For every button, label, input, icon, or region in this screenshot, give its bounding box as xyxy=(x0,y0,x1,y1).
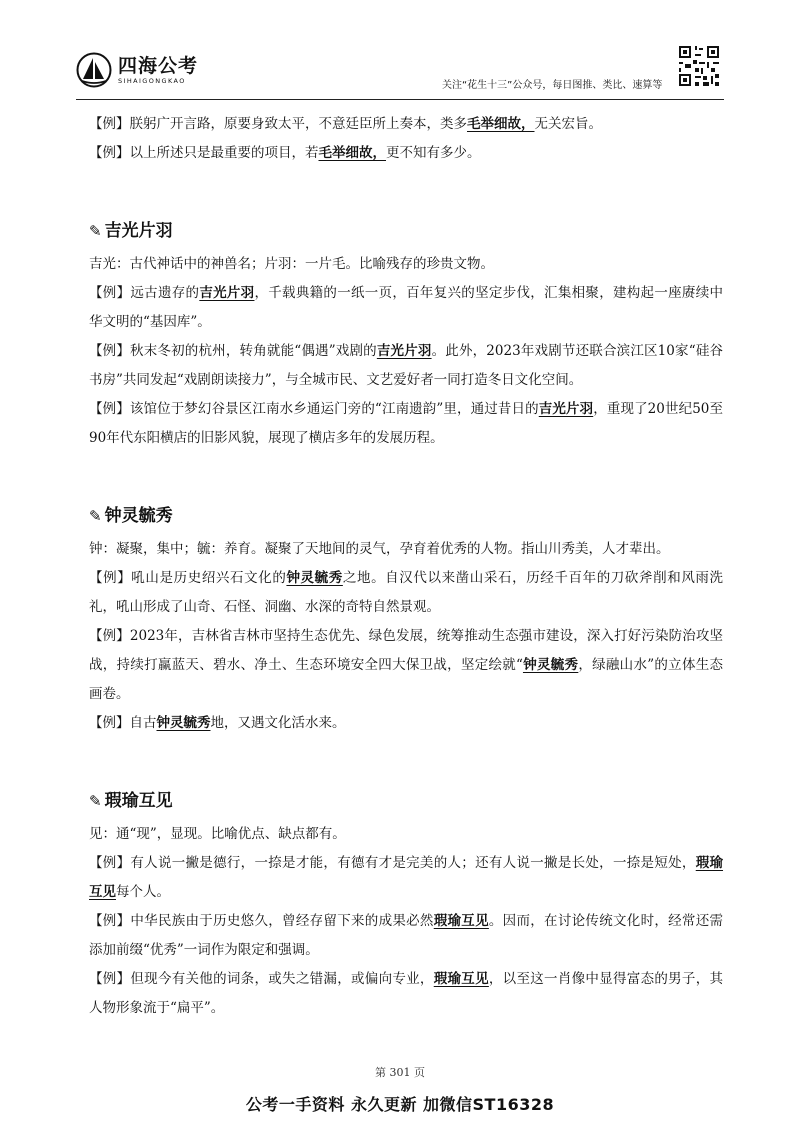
idiom-keyword: 钟灵毓秀 xyxy=(522,657,579,673)
definition: 钟：凝聚，集中；毓：养育。凝聚了天地间的灵气，孕育着优秀的人物。指山川秀美，人才辈出。 xyxy=(89,541,670,557)
section-title: ✎ 瑕瑜互见 xyxy=(89,791,173,811)
brand-name: 四海公考 xyxy=(118,54,199,77)
header-divider xyxy=(76,99,724,100)
idiom-keyword: 钟灵毓秀 xyxy=(156,715,211,731)
idiom-section xyxy=(89,788,723,1023)
qr-code-icon xyxy=(677,44,721,88)
idiom-keyword: 瑕瑜互见 xyxy=(89,855,724,900)
section-title: ✎ 钟灵毓秀 xyxy=(89,506,173,526)
idiom-keyword: 钟灵毓秀 xyxy=(286,570,343,586)
example-paragraph: 【例】朕躬广开言路，原要身致太平，不意廷臣所上奏本，类多毛举细故，无关宏旨。 xyxy=(89,116,602,132)
sail-logo-icon xyxy=(76,52,112,88)
example-paragraph: 【例】自古钟灵毓秀地，又遇文化活水来。 xyxy=(89,715,346,731)
idiom-keyword: 吉光片羽 xyxy=(199,285,255,301)
header-note: 关注“花生十三”公众号，每日图推、类比、速算等 xyxy=(442,80,663,91)
page-header xyxy=(0,0,800,108)
example-paragraph: 【例】以上所述只是最重要的项目，若毛举细故，更不知有多少。 xyxy=(89,145,481,161)
brand-logo xyxy=(76,52,198,88)
pencil-icon: ✎ xyxy=(89,222,102,240)
idiom-keyword: 毛举细故， xyxy=(318,145,386,161)
idiom-keyword: 瑕瑜互见 xyxy=(433,971,489,987)
brand-name-pinyin: SIHAIGONGKAO xyxy=(118,76,186,85)
idiom-keyword: 吉光片羽 xyxy=(376,343,432,359)
pencil-icon: ✎ xyxy=(89,792,102,810)
example-paragraph: 【例】远古遗存的吉光片羽，千载典籍的一纸一页，百年复兴的坚定步伐，汇集相聚，建构起一座赓续中华文明的“基因库”。 xyxy=(89,285,724,330)
definition: 吉光：古代神话中的神兽名；片羽：一片毛。比喻残存的珍贵文物。 xyxy=(89,256,494,272)
example-paragraph: 【例】该馆位于梦幻谷景区江南水乡通运门旁的“江南遗韵”里，通过昔日的吉光片羽，重现了20世纪50至90年代东阳横店的旧影风貌，展现了横店多年的发展历程。 xyxy=(89,401,724,446)
example-paragraph: 【例】吼山是历史绍兴石文化的钟灵毓秀之地。自汉代以来凿山采石，历经千百年的刀砍斧削和风雨洗礼，吼山形成了山奇、石怪、洞幽、水深的奇特自然景观。 xyxy=(89,570,724,615)
footer-promo: 公考一手资料 永久更新 加微信ST16328 xyxy=(245,1095,555,1114)
idiom-keyword: 吉光片羽 xyxy=(538,401,594,417)
idiom-keyword: 瑕瑜互见 xyxy=(433,913,489,929)
example-paragraph: 【例】2023年，吉林省吉林市坚持生态优先、绿色发展，统筹推动生态强市建设，深入打好污染防治攻坚战，持续打赢蓝天、碧水、净土、生态环境安全四大保卫战，坚定绘就“钟灵毓秀，绿融山水”的立体生态画卷。 xyxy=(89,628,724,702)
example-paragraph: 【例】秋末冬初的杭州，转角就能“偶遇”戏剧的吉光片羽。此外，2023年戏剧节还联合滨江区10家“硅谷书房”共同发起“戏剧朗读接力”，与全城市民、文艺爱好者一同打造冬日文化空间。 xyxy=(89,343,723,388)
idiom-section xyxy=(89,503,723,738)
definition: 见：通“现”，显现。比喻优点、缺点都有。 xyxy=(89,826,346,842)
idiom-section xyxy=(89,218,723,453)
section-title: ✎ 吉光片羽 xyxy=(89,221,173,241)
idiom-keyword: 毛举细故， xyxy=(467,116,535,132)
page-number: 第 301 页 xyxy=(375,1066,425,1079)
page-content xyxy=(89,110,723,1023)
example-paragraph: 【例】有人说一撇是德行，一捺是才能，有德有才是完美的人；还有人说一撇是长处，一捺是短处，瑕瑜互见每个人。 xyxy=(89,855,724,900)
example-paragraph: 【例】但现今有关他的词条，或失之错漏，或偏向专业，瑕瑜互见，以至这一肖像中显得富态的男子，其人物形象流于“扁平”。 xyxy=(89,971,724,1016)
example-paragraph: 【例】中华民族由于历史悠久，曾经存留下来的成果必然瑕瑜互见。因而，在讨论传统文化时，经常还需添加前缀“优秀”一词作为限定和强调。 xyxy=(89,913,724,958)
pencil-icon: ✎ xyxy=(89,507,102,525)
